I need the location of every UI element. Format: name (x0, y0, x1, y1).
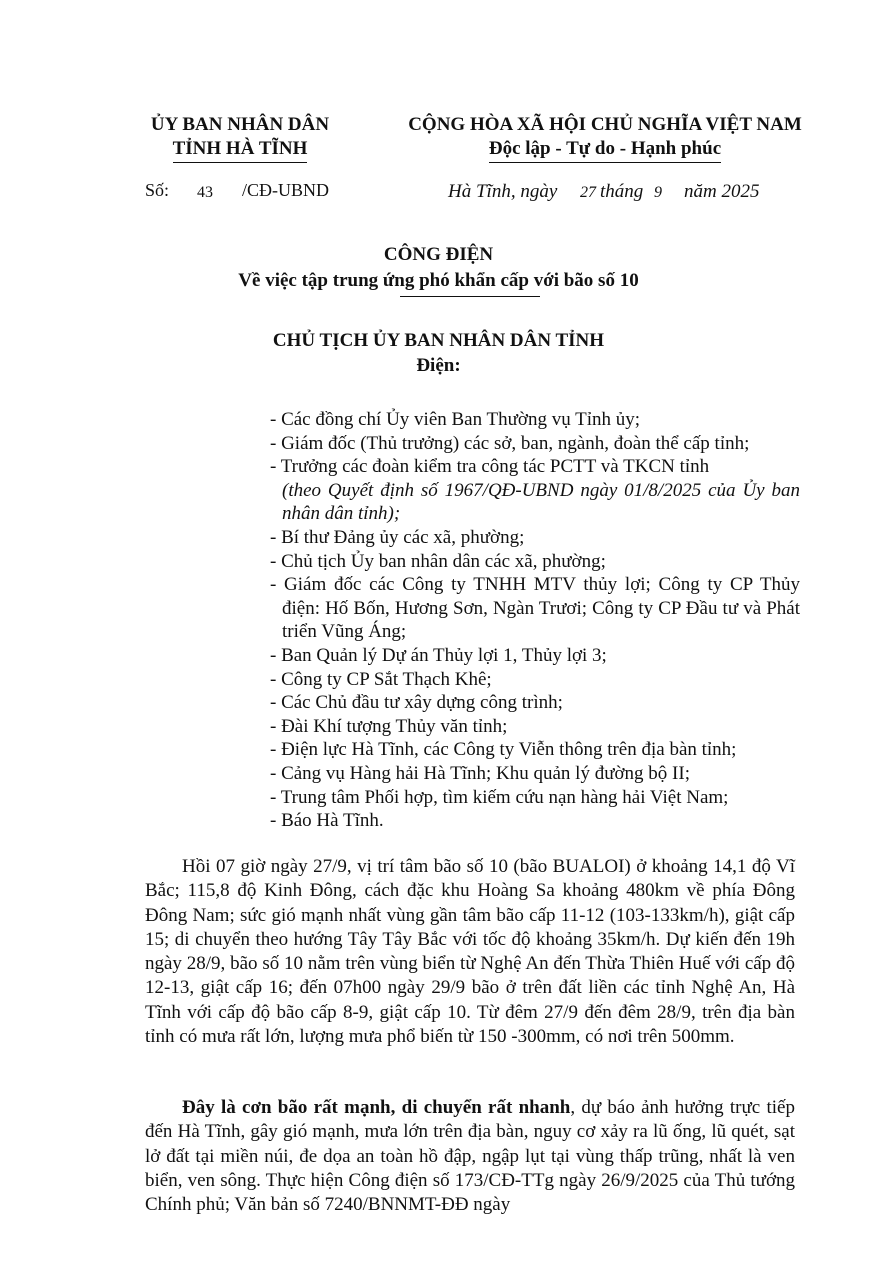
date-month-label: tháng (600, 181, 644, 202)
recipient-item: - Bí thư Đảng ủy các xã, phường; (270, 526, 525, 548)
date-year: năm 2025 (684, 181, 760, 202)
doc-number-value: 43 (197, 184, 213, 201)
document-type: CÔNG ĐIỆN (383, 244, 494, 265)
doc-number-label: Số: (145, 180, 170, 200)
national-header (385, 113, 825, 163)
recipient-item: - Các đồng chí Ủy viên Ban Thường vụ Tỉnh ủy; (270, 409, 641, 430)
subject-underline (400, 296, 540, 297)
date-day: 27 (580, 184, 596, 201)
recipient-item: - Trưởng các đoàn kiểm tra công tác PCTT và TKCN tỉnh (theo Quyết định số 1967/QĐ-UBND ngày 01/8/2025 của Ủy ban nhân dân tỉnh); (270, 456, 800, 525)
national-title: CỘNG HÒA XÃ HỘI CHỦ NGHĨA VIỆT NAM (408, 114, 802, 135)
body-paragraph-assessment: Đây là cơn bão rất mạnh, di chuyển rất nhanh, dự báo ảnh hưởng trực tiếp đến Hà Tĩnh, gây gió mạnh, mưa lớn trên địa bàn, nguy cơ xảy ra lũ ống, lũ quét, sạt lở đất tại miền núi, đe dọa an toàn hồ đập, ngập lụt tại vùng thấp trũng, nhất là ven biển, ven sông. Thực hiện Công điện số 173/CĐ-TTg ngày 26/9/2025 của Thủ tướng Chính phủ; Văn bản số 7240/BNNMT-ĐĐ ngày (145, 1097, 795, 1216)
recipient-list (270, 408, 800, 833)
dispatch-label: Điện: (416, 355, 461, 376)
date-prefix: Hà Tĩnh, ngày (448, 181, 558, 202)
sender-title: CHỦ TỊCH ỦY BAN NHÂN DÂN TỈNH (272, 330, 605, 351)
recipient-item: - Giám đốc các Công ty TNHH MTV thủy lợi; Công ty CP Thủy điện: Hố Bốn, Hương Sơn, Ngàn Trươi; Công ty CP Đầu tư và Phát triển Vũng Áng; (270, 574, 800, 643)
agency-name-line1: ỦY BAN NHÂN DÂN (150, 114, 330, 135)
recipient-note: (theo Quyết định số 1967/QĐ-UBND ngày 01/8/2025 của Ủy ban nhân dân tỉnh); (282, 479, 800, 525)
body-paragraph-storm-info: Hồi 07 giờ ngày 27/9, vị trí tâm bão số 10 (bão BUALOI) ở khoảng 14,1 độ Vĩ Bắc; 115,8 độ Kinh Đông, cách đặc khu Hoàng Sa khoảng 480km về phía Đông Đông Nam; sức gió mạnh nhất vùng gần tâm bão cấp 11-12 (103-133km/h), giật cấp 15; di chuyển theo hướng Tây Tây Bắc với tốc độ khoảng 35km/h. Dự kiến đến 19h ngày 28/9, bão số 10 nằm trên vùng biển từ Nghệ An đến Thừa Thiên Huế với cấp độ 12-13, giật cấp 16; đến 07h00 ngày 29/9 bão ở trên đất liền các tỉnh Nghệ An, Hà Tĩnh với cấp độ bão cấp 8-9, giật cấp 10. Từ đêm 27/9 đến đêm 28/9, trên địa bàn tỉnh có mưa rất lớn, lượng mưa phổ biến từ 150 -300mm, có nơi trên 500mm. (145, 856, 795, 1048)
recipient-item: - Ban Quản lý Dự án Thủy lợi 1, Thủy lợi 3; (270, 644, 607, 666)
recipient-item: - Giám đốc (Thủ trưởng) các sở, ban, ngành, đoàn thể cấp tỉnh; (270, 432, 750, 454)
recipient-item: - Cảng vụ Hàng hải Hà Tĩnh; Khu quản lý đường bộ II; (270, 762, 690, 784)
date-month: 9 (654, 184, 662, 201)
recipient-item: - Trung tâm Phối hợp, tìm kiếm cứu nạn hàng hải Việt Nam; (270, 786, 729, 808)
recipient-item: - Chủ tịch Ủy ban nhân dân các xã, phường; (270, 550, 606, 572)
national-motto: Độc lập - Tự do - Hạnh phúc (489, 137, 721, 163)
emphasis-text: Đây là cơn bão rất mạnh, di chuyển rất nhanh (182, 1097, 571, 1118)
recipient-item: - Công ty CP Sắt Thạch Khê; (270, 668, 492, 690)
agency-name-line2: TỈNH HÀ TĨNH (173, 137, 308, 163)
issuing-agency (120, 113, 360, 163)
recipient-item: - Đài Khí tượng Thủy văn tỉnh; (270, 715, 508, 737)
recipient-item: - Điện lực Hà Tĩnh, các Công ty Viễn thông trên địa bàn tỉnh; (270, 739, 737, 761)
recipient-item: - Các Chủ đầu tư xây dựng công trình; (270, 692, 563, 714)
recipient-item: - Báo Hà Tĩnh. (270, 810, 384, 832)
document-subject: Về việc tập trung ứng phó khẩn cấp với bão số 10 (238, 270, 639, 291)
doc-number-suffix: /CĐ-UBND (242, 180, 330, 200)
